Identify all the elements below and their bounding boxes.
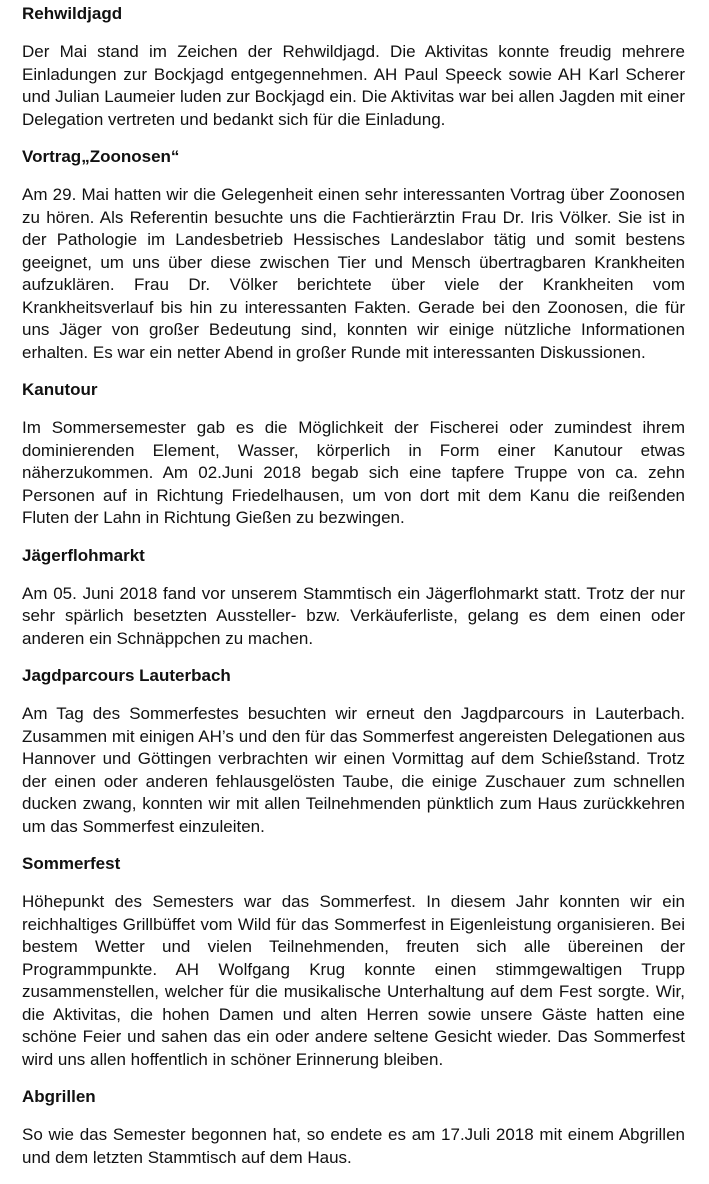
section-vortrag-zoonosen [22, 146, 685, 364]
section-paragraph: Am 29. Mai hatten wir die Gelegenheit einen sehr interessanten Vortrag über Zoonosen zu hören. Als Referentin besuchte uns die Fachtierärztin Frau Dr. Iris Völker. Sie ist in der Pathologie im Landesbetrieb Hessisches Landeslabor tätig und somit bestens geeignet, um uns über diese zwischen Tier und Mensch übertragbaren Krankheiten aufzuklären. Frau Dr. Völker berichtete über viele der Krankheiten vom Krankheitsverlauf bis hin zu interessanten Fakten. Gerade bei den Zoonosen, die für uns Jäger von großer Bedeutung sind, konnten wir einige nützliche Informationen erhalten. Es war ein netter Abend in großer Runde mit interessanten Diskussionen. [22, 185, 685, 362]
section-heading: Rehwildjagd [22, 4, 123, 23]
section-paragraph: Im Sommersemester gab es die Möglichkeit der Fischerei oder zumindest ihrem dominierenden Element, Wasser, körperlich in Form einer Kanutour etwas näherzukommen. Am 02.Juni 2018 begab sich eine tapfere Truppe von ca. zehn Personen auf in Richtung Friedelhausen, um von dort mit dem Kanu die reißenden Fluten der Lahn in Richtung Gießen zu bezwingen. [22, 418, 685, 527]
section-heading: Vortrag„Zoonosen“ [22, 147, 180, 166]
section-paragraph: Am 05. Juni 2018 fand vor unserem Stammtisch ein Jägerflohmarkt statt. Trotz der nur sehr spärlich besetzten Aussteller- bzw. Verkäuferliste, gelang es dem einen oder anderen ein Schnäppchen zu machen. [22, 583, 685, 648]
section-heading: Jagdparcours Lauterbach [22, 666, 231, 685]
section-paragraph: Am Tag des Sommerfestes besuchten wir erneut den Jagdparcours in Lauterbach. Zusammen mit einigen AH’s und den für das Sommerfest angereisten Delegationen aus Hannover und Göttingen verbrachten wir einen Vormittag auf dem Schießstand. Trotz der einen oder anderen fehlausgelösten Taube, die einige Zuschauer zum schnellen ducken zwang, konnten wir mit allen Teilnehmenden pünktlich zum Haus zurückkehren um das Sommerfest einzuleiten. [22, 704, 685, 836]
section-paragraph: Höhepunkt des Semesters war das Sommerfest. In diesem Jahr konnten wir ein reichhaltiges Grillbüffet vom Wild für das Sommerfest in Eigenleistung organisieren. Bei bestem Wetter und vielen Teilnehmenden, freuten sich alle übereinen der Programmpunkte. AH Wolfgang Krug konnte einen stimmgewaltigen Trupp zusammenstellen, welcher für die musikalische Unterhaltung auf dem Fest sorgte. Wir, die Aktivitas, die hohen Damen und alten Herren sowie unsere Gäste hatten eine schöne Feier und sahen das ein oder andere seltene Gesicht wieder. Das Sommerfest wird uns allen hoffentlich in schöner Erinnerung bleiben. [22, 892, 685, 1069]
section-heading: Kanutour [22, 380, 98, 399]
section-heading: Jägerflohmarkt [22, 545, 145, 565]
section-abgrillen [22, 1086, 685, 1169]
section-sommerfest [22, 853, 685, 1071]
section-jagdparcours-lauterbach [22, 665, 685, 838]
section-heading: Abgrillen [22, 1087, 96, 1106]
section-heading: Sommerfest [22, 854, 121, 873]
section-paragraph: Der Mai stand im Zeichen der Rehwildjagd. Die Aktivitas konnte freudig mehrere Einladungen zur Bockjagd entgegennehmen. AH Paul Speeck sowie AH Karl Scherer und Julian Laumeier luden zur Bockjagd ein. Die Aktivitas war bei allen Jagden mit einer Delegation vertreten und bedankt sich für die Einladung. [22, 42, 685, 129]
section-paragraph: So wie das Semester begonnen hat, so endete es am 17.Juli 2018 mit einem Abgrillen und dem letzten Stammtisch auf dem Haus. [22, 1125, 685, 1167]
section-rehwildjagd [22, 3, 685, 131]
section-kanutour [22, 379, 685, 530]
document-page [22, 3, 685, 1184]
section-jaegerflohmarkt [22, 545, 685, 651]
